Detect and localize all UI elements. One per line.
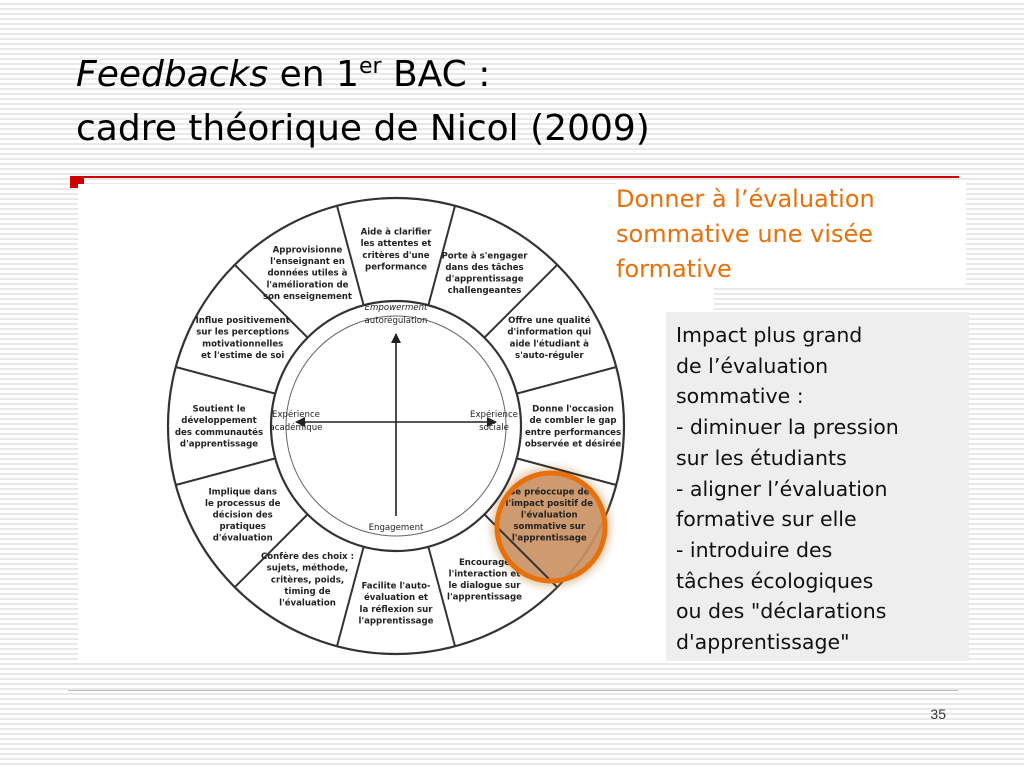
impact-line: tâches écologiques: [676, 568, 874, 593]
footer-divider: [68, 690, 958, 691]
wheel-segment-label: Confère des choix : sujets, méthode, critères, poids, timing de l'évaluation: [260, 552, 355, 609]
center-top-line-1: Empowerment: [364, 303, 428, 313]
impact-line: de l’évaluation: [676, 353, 829, 378]
center-right-line-2: sociale: [479, 423, 509, 433]
page-number: 35: [930, 706, 946, 722]
wheel-segment-label: Se préoccupe de l'impact positif de l'évaluation sommative sur l'apprentissage: [505, 487, 594, 544]
impact-line: formative sur elle: [676, 507, 857, 532]
wheel-segment-label: Porte à s'engager dans des tâches d'apprentissage challengeantes: [441, 251, 528, 297]
wheel-segment-label: Facilite l'auto-évaluation et la réflexion sur l'apprentissage: [358, 581, 434, 627]
impact-line: - aligner l’évaluation: [676, 476, 888, 501]
impact-line: Impact plus grand: [676, 323, 863, 347]
wheel-segment-label: Donne l'occasion de combler le gap entre performances observée et désirée: [524, 404, 622, 450]
impact-line: d'apprentissage": [676, 630, 850, 655]
center-left-line-2: académique: [269, 423, 323, 433]
impact-line: ou des "déclarations: [676, 599, 887, 624]
wheel-segment-label: Implique dans le processus de décision des pratiques d'évaluation: [205, 487, 281, 544]
title-line-2: cadre théorique de Nicol (2009): [76, 108, 650, 149]
callout-line: sommative une visée: [616, 220, 874, 248]
impact-textbox: [666, 312, 969, 661]
center-right-line-1: Expérience: [470, 410, 518, 420]
callout-line: Donner à l’évaluation: [616, 185, 875, 213]
title-italic: Feedbacks: [76, 54, 269, 95]
center-top-line-2: autorégulation: [364, 316, 428, 326]
title-line-1: [76, 48, 976, 102]
wheel-segment-label: Aide à clarifier les attentes et critères d'une performance: [360, 227, 432, 273]
slide-title: [76, 48, 976, 156]
center-left-line-1: Expérience: [272, 410, 320, 420]
impact-line: sommative :: [676, 384, 804, 409]
wheel-segment-label: Offre une qualité d'information qui aide l'étudiant à s'auto-réguler: [507, 316, 592, 361]
callout-line: formative: [616, 255, 732, 283]
title-underline: [70, 176, 959, 178]
wheel-segment-label: Soutient le développement des communautés d'apprentissage: [174, 404, 264, 450]
center-bottom-label: Engagement: [368, 523, 424, 533]
impact-line: - introduire des: [676, 537, 833, 562]
callout-title: [616, 182, 966, 287]
impact-line: sur les étudiants: [676, 445, 847, 470]
wheel-segment-label: Approvisionne l'enseignant en données utiles à l'amélioration de son enseignement: [262, 245, 353, 302]
impact-line: - diminuer la pression: [676, 415, 899, 440]
title-sup: er: [358, 54, 382, 79]
wheel-segment-label: Encourage l'interaction et le dialogue sur l'apprentissage: [447, 557, 522, 603]
wheel-segment-label: Influe positivement sur les perceptions motivationnelles et l'estime de soi: [195, 316, 290, 361]
title-rest: en 1: [268, 54, 359, 95]
title-end: BAC :: [381, 54, 491, 95]
